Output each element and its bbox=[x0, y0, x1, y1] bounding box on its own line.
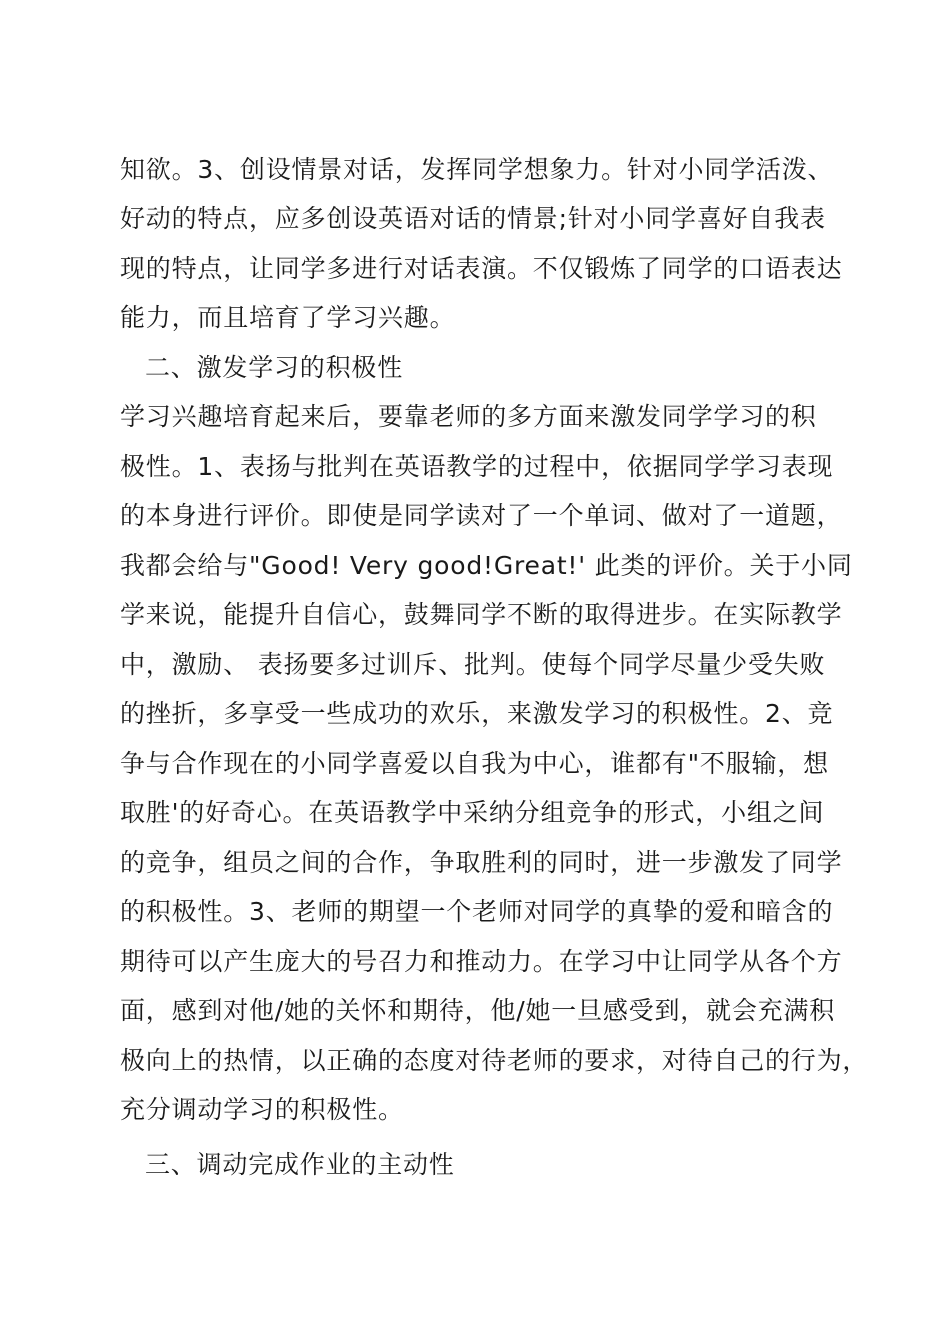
text-line: 极性。1、表扬与批判在英语教学的过程中，依据同学学习表现 bbox=[120, 452, 834, 481]
text-line: 现的特点，让同学多进行对话表演。不仅锻炼了同学的口语表达 bbox=[120, 254, 843, 283]
text-line: 的本身进行评价。即使是同学读对了一个单词、做对了一道题， bbox=[120, 501, 843, 530]
text-line: 取胜'的好奇心。在英语教学中采纳分组竞争的形式，小组之间 bbox=[120, 798, 825, 827]
text-line: 知欲。3、创设情景对话，发挥同学想象力。针对小同学活泼、 bbox=[120, 155, 834, 184]
text-line: 面，感到对他/她的关怀和期待，他/她一旦感受到，就会充满积 bbox=[120, 996, 836, 1025]
text-line: 的积极性。3、老师的期望一个老师对同学的真挚的爱和暗含的 bbox=[120, 897, 834, 926]
text-line: 我都会给与"Good! Very good!Great!' 此类的评价。关于小同 bbox=[120, 551, 853, 580]
section-heading: 二、激发学习的积极性 bbox=[145, 353, 404, 382]
text-line: 充分调动学习的积极性。 bbox=[120, 1095, 404, 1124]
text-line: 学习兴趣培育起来后，要靠老师的多方面来激发同学学习的积 bbox=[120, 402, 817, 431]
text-line: 中，激励、 表扬要多过训斥、批判。使每个同学尽量少受失败 bbox=[120, 650, 826, 679]
section-heading: 三、调动完成作业的主动性 bbox=[145, 1150, 455, 1179]
text-line: 的竞争，组员之间的合作，争取胜利的同时，进一步激发了同学 bbox=[120, 848, 843, 877]
text-line: 的挫折，多享受一些成功的欢乐，来激发学习的积极性。2、竞 bbox=[120, 699, 834, 728]
text-line: 期待可以产生庞大的号召力和推动力。在学习中让同学从各个方 bbox=[120, 947, 843, 976]
text-line: 争与合作现在的小同学喜爱以自我为中心，谁都有"不服输，想 bbox=[120, 749, 829, 778]
text-line: 极向上的热情，以正确的态度对待老师的要求，对待自己的行为， bbox=[120, 1046, 869, 1075]
text-line: 学来说，能提升自信心，鼓舞同学不断的取得进步。在实际教学 bbox=[120, 600, 843, 629]
text-line: 能力，而且培育了学习兴趣。 bbox=[120, 303, 456, 332]
text-line: 好动的特点，应多创设英语对话的情景;针对小同学喜好自我表 bbox=[120, 204, 826, 233]
